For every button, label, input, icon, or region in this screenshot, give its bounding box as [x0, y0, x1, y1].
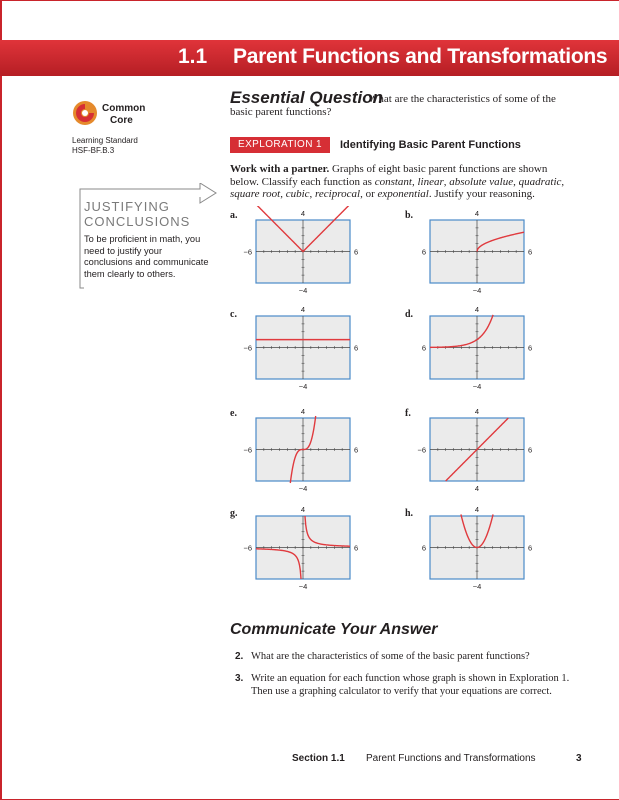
y-min-label: 4 — [474, 484, 480, 493]
graph-label: h. — [405, 508, 414, 519]
graph-exponential — [402, 302, 552, 392]
x-min-label: 6 — [421, 247, 426, 257]
section-number: 1.1 — [178, 45, 208, 68]
graph-label: e. — [230, 408, 237, 419]
x-min-label: −6 — [243, 445, 252, 455]
common-core-icon — [72, 100, 98, 126]
communicate-heading: Communicate Your Answer — [230, 621, 438, 638]
section-banner — [0, 40, 619, 76]
x-max-label: 6 — [354, 343, 359, 353]
graph-label: d. — [405, 309, 414, 320]
exploration-tag: EXPLORATION 1 — [230, 137, 330, 153]
y-min-label: −4 — [298, 484, 308, 493]
y-max-label: 4 — [300, 209, 306, 218]
common-word: Common — [102, 103, 146, 114]
common-core-logo — [72, 100, 212, 140]
x-max-label: 6 — [354, 543, 359, 553]
y-max-label: 4 — [300, 407, 306, 416]
footer-section: Section 1.1 — [292, 753, 345, 764]
y-max-label: 4 — [474, 209, 480, 218]
x-max-label: 6 — [528, 445, 533, 455]
graph-absolute-value — [228, 206, 378, 296]
exploration-title: Identifying Basic Parent Functions — [340, 139, 521, 151]
x-max-label: 6 — [528, 543, 533, 553]
sidebar-heading-1: JUSTIFYING — [84, 199, 170, 214]
x-max-label: 6 — [354, 445, 359, 455]
graph-square-root — [402, 206, 552, 296]
graph-label: b. — [405, 210, 414, 221]
y-max-label: 4 — [300, 305, 306, 314]
x-min-label: −6 — [243, 543, 252, 553]
y-min-label: −4 — [298, 286, 308, 295]
justifying-conclusions-sidebar — [76, 183, 211, 293]
page-number: 3 — [576, 753, 582, 764]
y-max-label: 4 — [474, 407, 480, 416]
y-max-label: 4 — [474, 305, 480, 314]
sidebar-body: To be proficient in math, you need to justify your conclusions and communicate them clearly to others. — [84, 234, 209, 279]
x-max-label: 6 — [528, 247, 533, 257]
exploration-instructions: Work with a partner. Graphs of eight basic parent functions are shown below. Classify each function as constant, linear, absolute value, quadratic, square root, cubic, reciprocal, or exponential. Justify your reasoning. — [230, 163, 565, 200]
x-min-label: −6 — [243, 247, 252, 257]
graph-label: a. — [230, 210, 238, 221]
x-min-label: 6 — [421, 343, 426, 353]
graph-reciprocal — [228, 502, 378, 592]
graph-label: c. — [230, 309, 237, 320]
y-min-label: −4 — [298, 582, 308, 591]
y-min-label: −4 — [472, 382, 482, 391]
x-min-label: 6 — [421, 543, 426, 553]
essential-question-heading: Essential Question — [230, 88, 384, 107]
core-word: Core — [110, 115, 133, 126]
y-min-label: −4 — [472, 582, 482, 591]
y-max-label: 4 — [474, 505, 480, 514]
essential-question-text: What are the characteristics of some of the basic parent functions? — [230, 93, 556, 118]
footer-title: Parent Functions and Transformations — [366, 753, 536, 764]
x-min-label: −6 — [417, 445, 426, 455]
graph-linear — [402, 404, 552, 494]
y-min-label: −4 — [472, 286, 482, 295]
learning-standard: Learning Standard HSF-BF.B.3 — [72, 136, 138, 155]
graph-label: g. — [230, 508, 238, 519]
sidebar-heading-2: CONCLUSIONS — [84, 214, 191, 229]
graph-constant — [228, 302, 378, 392]
x-min-label: −6 — [243, 343, 252, 353]
x-max-label: 6 — [528, 343, 533, 353]
y-min-label: −4 — [298, 382, 308, 391]
y-max-label: 4 — [300, 505, 306, 514]
graph-quadratic — [402, 502, 552, 592]
x-max-label: 6 — [354, 247, 359, 257]
page-footer — [0, 753, 619, 769]
graph-cubic — [228, 404, 378, 494]
graph-label: f. — [405, 408, 411, 419]
section-title: Parent Functions and Transformations — [233, 45, 608, 68]
